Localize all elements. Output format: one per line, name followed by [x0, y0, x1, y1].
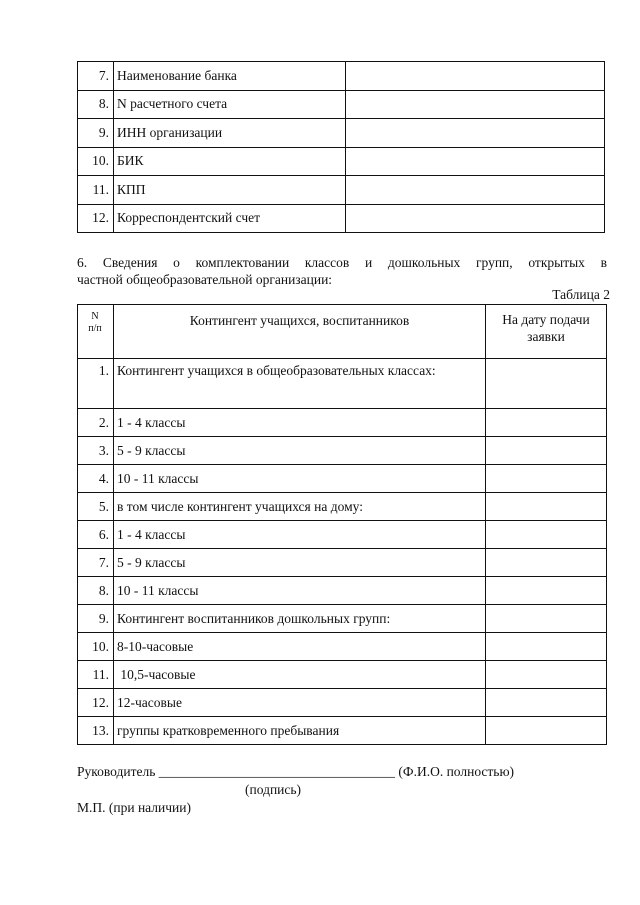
row-label: 5 - 9 классы [114, 549, 486, 577]
table-row [78, 549, 607, 577]
table-row [78, 62, 605, 91]
section-heading-line-2: частной общеобразовательной организации: [77, 272, 333, 287]
row-value [486, 661, 607, 689]
table-row [78, 409, 607, 437]
row-value [486, 605, 607, 633]
table-header-row [78, 305, 607, 359]
row-label: Контингент воспитанников дошкольных групп: [114, 605, 486, 633]
row-number: 9. [78, 119, 114, 148]
row-number: 4. [78, 465, 114, 493]
row-number: 10. [78, 633, 114, 661]
name-hint: (Ф.И.О. полностью) [398, 764, 515, 779]
row-number: 6. [78, 521, 114, 549]
table-row [78, 661, 607, 689]
row-value [486, 359, 607, 409]
row-label: 1 - 4 классы [114, 409, 486, 437]
row-value [346, 90, 605, 119]
row-number: 7. [78, 549, 114, 577]
signature-line [77, 764, 514, 780]
table-row [78, 176, 605, 205]
row-value [346, 147, 605, 176]
table-row [78, 465, 607, 493]
section-heading-line-1: 6. Сведения о комплектовании классов и дошкольных групп, открытых в [77, 255, 607, 270]
signature-underline: ___________________________________ [158, 764, 396, 779]
row-value [486, 689, 607, 717]
signature-hint: (подпись) [245, 782, 302, 797]
table-row [78, 359, 607, 409]
table-row [78, 147, 605, 176]
row-value [486, 465, 607, 493]
row-value [486, 437, 607, 465]
header-value-line1: На дату подачи [502, 312, 590, 327]
row-label: БИК [114, 147, 346, 176]
table-row [78, 119, 605, 148]
row-label: 10 - 11 классы [114, 577, 486, 605]
row-value [346, 62, 605, 91]
row-value [486, 549, 607, 577]
row-number: 3. [78, 437, 114, 465]
row-label: 1 - 4 классы [114, 521, 486, 549]
row-value [486, 633, 607, 661]
row-label: 5 - 9 классы [114, 437, 486, 465]
row-number: 8. [78, 90, 114, 119]
table-caption: Таблица 2 [552, 287, 610, 302]
row-value [346, 204, 605, 233]
row-label: N расчетного счета [114, 90, 346, 119]
row-number: 12. [78, 689, 114, 717]
row-value [346, 176, 605, 205]
stamp-note: М.П. (при наличии) [77, 800, 191, 815]
row-label: ИНН организации [114, 119, 346, 148]
table-row [78, 689, 607, 717]
row-number: 5. [78, 493, 114, 521]
row-value [486, 409, 607, 437]
row-number: 1. [78, 359, 114, 409]
row-label: в том числе контингент учащихся на дому: [114, 493, 486, 521]
row-number: 12. [78, 204, 114, 233]
contingent-table [77, 304, 607, 745]
row-number: 2. [78, 409, 114, 437]
row-label: Контингент учащихся в общеобразовательных классах: [114, 359, 486, 409]
row-value [486, 717, 607, 745]
header-number-line1: N [91, 311, 99, 322]
row-label: 10 - 11 классы [114, 465, 486, 493]
row-label: 12-часовые [114, 689, 486, 717]
table-row [78, 521, 607, 549]
header-value-line2: заявки [527, 329, 565, 344]
row-label: 8-10-часовые [114, 633, 486, 661]
table-row [78, 204, 605, 233]
table-row [78, 633, 607, 661]
head-label: Руководитель [77, 764, 156, 779]
row-number: 7. [78, 62, 114, 91]
row-number: 11. [78, 661, 114, 689]
table-row [78, 90, 605, 119]
bank-details-table [77, 61, 605, 233]
row-label: 10,5-часовые [114, 661, 486, 689]
table-row [78, 717, 607, 745]
header-value-cell [486, 305, 607, 359]
row-value [486, 493, 607, 521]
header-label: Контингент учащихся, воспитанников [114, 305, 486, 359]
table-row [78, 577, 607, 605]
table-row [78, 605, 607, 633]
row-number: 9. [78, 605, 114, 633]
row-label: группы кратковременного пребывания [114, 717, 486, 745]
table-row [78, 493, 607, 521]
row-number: 8. [78, 577, 114, 605]
row-label: КПП [114, 176, 346, 205]
row-label: Корреспондентский счет [114, 204, 346, 233]
row-value [346, 119, 605, 148]
header-number-cell [78, 305, 114, 359]
row-label: Наименование банка [114, 62, 346, 91]
table-row [78, 437, 607, 465]
row-number: 11. [78, 176, 114, 205]
header-number-line2: п/п [88, 323, 102, 334]
row-number: 10. [78, 147, 114, 176]
row-value [486, 521, 607, 549]
row-value [486, 577, 607, 605]
row-number: 13. [78, 717, 114, 745]
